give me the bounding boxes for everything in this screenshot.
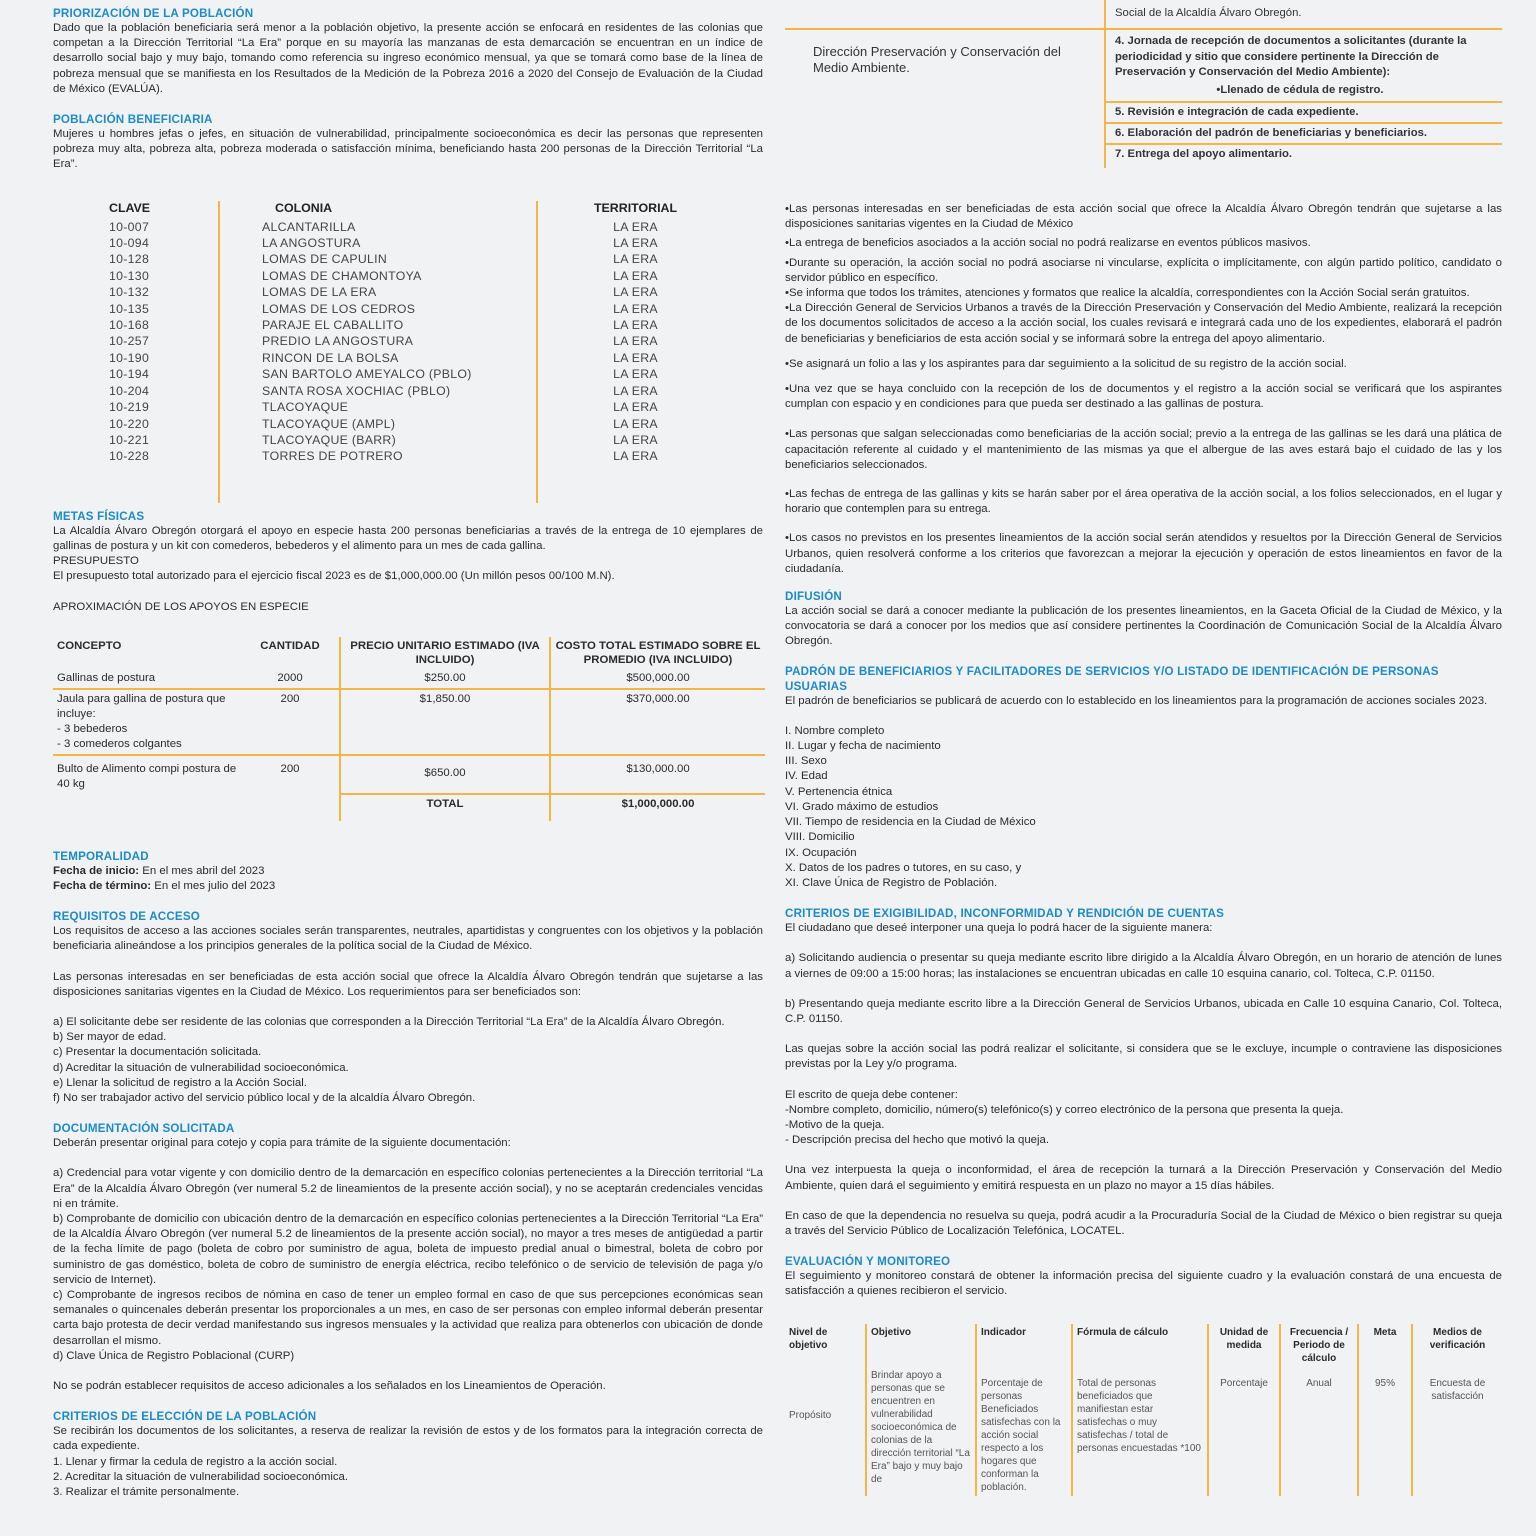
list-item: IV. Edad bbox=[785, 770, 828, 783]
step-5: 5. Revisión e integración de cada expediente. bbox=[1115, 106, 1359, 118]
colonias-territorial-cell: LA ERA bbox=[613, 416, 658, 431]
text-presupuesto: El presupuesto total autorizado para el ejercicio fiscal 2023 es de $1,000,000.00 (Un millón pesos 00/100 M.N). bbox=[53, 570, 615, 583]
procedure-steps-table bbox=[785, 0, 1502, 168]
colonias-colonia-cell: SAN BARTOLO AMEYALCO (PBLO) bbox=[262, 367, 472, 382]
step-4: 4. Jornada de recepción de documentos a solicitantes (durante la periodicidad y sitio que considere pertinente la Dirección de Preservación y Conservación del Medio Ambiente): bbox=[1115, 35, 1467, 78]
requisitos-list bbox=[53, 1015, 763, 1106]
padron-list bbox=[785, 724, 1502, 891]
heading-metas: METAS FÍSICAS bbox=[53, 509, 145, 523]
colonias-territorial-cell: LA ERA bbox=[613, 285, 658, 300]
bullet-3: •Durante su operación, la acción social no podrá asociarse ni vincularse, explícita o implícitamente, con algún partido político, candidato o servidor público en específico. bbox=[785, 256, 1502, 284]
text-padron: El padrón de beneficiarios se publicará de acuerdo con lo establecido en los lineamientos para la programación de acciones sociales 2023. bbox=[785, 694, 1488, 707]
heading-difusion: DIFUSIÓN bbox=[785, 590, 842, 604]
colonias-clave-cell: 10-219 bbox=[109, 400, 150, 415]
colonias-colonia-cell: SANTA ROSA XOCHIAC (PBLO) bbox=[262, 383, 451, 398]
heading-temporalidad: TEMPORALIDAD bbox=[53, 849, 149, 863]
bullet-2: •La entrega de beneficios asociados a la acción social no podrá realizarse en eventos públicos masivos. bbox=[785, 237, 1311, 250]
colonias-territorial-cell: LA ERA bbox=[613, 301, 658, 316]
ev-header-frecuencia: Frecuencia / Periodo de cálculo bbox=[1280, 1324, 1358, 1367]
colonias-territorial-cell: LA ERA bbox=[613, 400, 658, 415]
text-requisitos-2: Las personas interesadas en ser beneficiadas de esta acción social que ofrece la Alcaldía Álvaro Obregón tendrán que sujetarse a las disposiciones sanitarias vigentes en la Ciudad de México. Los requerimientos para ser beneficiados son: bbox=[53, 970, 763, 998]
costos-concepto: Bulto de Alimento compi postura de 40 kg bbox=[53, 755, 241, 794]
colonias-clave-cell: 10-094 bbox=[109, 236, 150, 251]
costos-header-concepto: CONCEPTO bbox=[57, 639, 122, 652]
fecha-termino bbox=[53, 879, 763, 894]
fecha-inicio bbox=[53, 864, 763, 879]
list-item: I. Nombre completo bbox=[785, 724, 885, 737]
colonias-territorial-cell: LA ERA bbox=[613, 449, 658, 464]
text-exigibilidad-turno: Una vez interpuesta la queja o inconformidad, el área de recepción la turnará a la Dirección Preservación y Conservación del Medio Ambiente, quien dará el seguimiento y emitirá respuesta en un plazo no mayor a 15 días hábiles. bbox=[785, 1164, 1502, 1192]
colonias-territorial-cell: LA ERA bbox=[613, 219, 658, 234]
costos-table bbox=[53, 637, 765, 821]
ev-header-indicador: Indicador bbox=[976, 1324, 1072, 1367]
heading-exigibilidad: CRITERIOS DE EXIGIBILIDAD, INCONFORMIDAD Y RENDICIÓN DE CUENTAS bbox=[785, 907, 1225, 921]
text-documentacion-intro: Deberán presentar original para cotejo y copia para trámite de la siguiente documentación: bbox=[53, 1137, 511, 1150]
bullet-8: •Las personas que salgan seleccionadas como beneficiarias de la acción social; previo a la entrega de las gallinas se les dará una plática de capacitación referente al cuidado y el mantenimiento de las mismas ya que el albergue de las aves estará bajo el cuidado de las y los beneficiarios seleccionados. bbox=[785, 428, 1502, 471]
list-item: 2. Acreditar la situación de vulnerabilidad socioeconómica. bbox=[53, 1470, 349, 1483]
ev-unidad: Porcentaje bbox=[1208, 1367, 1280, 1496]
ev-nivel: Propósito bbox=[789, 1409, 832, 1421]
colonias-colonia-cell: RINCON DE LA BOLSA bbox=[262, 350, 399, 365]
colonias-clave-cell: 10-130 bbox=[109, 268, 150, 283]
colonias-table bbox=[53, 201, 763, 503]
colonias-clave-cell: 10-257 bbox=[109, 334, 150, 349]
list-item: V. Pertenencia étnica bbox=[785, 785, 893, 798]
colonias-territorial-cell: LA ERA bbox=[613, 334, 658, 349]
costos-cantidad: 200 bbox=[241, 689, 340, 755]
step-6: 6. Elaboración del padrón de beneficiarias y beneficiarios. bbox=[1115, 127, 1428, 139]
colonias-clave-cell: 10-204 bbox=[109, 383, 150, 398]
divider bbox=[1106, 28, 1502, 30]
ev-indicador: Porcentaje de personas Beneficiados satisfechas con la acción social respecto a los hogares que conforman la población. bbox=[976, 1367, 1072, 1496]
list-item: X. Datos de los padres o tutores, en su caso, y bbox=[785, 861, 1022, 874]
step-top-line: Social de la Alcaldía Álvaro Obregón. bbox=[1115, 7, 1302, 19]
colonias-territorial-cell: LA ERA bbox=[613, 383, 658, 398]
text-criterios-intro: Se recibirán los documentos de los solicitantes, a reserva de realizar la revisión de estos y de los formatos para la integración correcta de cada expediente. bbox=[53, 1425, 763, 1453]
ev-frecuencia: Anual bbox=[1280, 1367, 1358, 1496]
colonias-header-colonia: COLONIA bbox=[218, 201, 538, 219]
colonias-clave-cell: 10-168 bbox=[109, 318, 150, 333]
text-exigibilidad-b: b) Presentando queja mediante escrito libre a la Dirección General de Servicios Urbanos, ubicada en Calle 10 esquina Canario, Col. Tolteca, C.P. 01150. bbox=[785, 997, 1502, 1025]
right-column bbox=[785, 202, 1502, 1496]
list-item: IX. Ocupación bbox=[785, 846, 857, 859]
text-documentacion-note: No se podrán establecer requisitos de acceso adicionales a los señalados en los Lineamientos de Operación. bbox=[53, 1380, 606, 1393]
step-4b: •Llenado de cédula de registro. bbox=[1216, 84, 1384, 96]
colonias-colonia-cell: PARAJE EL CABALLITO bbox=[262, 318, 404, 333]
ev-formula: Total de personas beneficiados que manifiestan estar satisfechas o muy satisfechas / total de personas encuestadas *100 bbox=[1072, 1367, 1208, 1496]
list-item: b) Comprobante de domicilio con ubicación dentro de la demarcación en específico colonias pertenecientes a la Dirección Territorial “La Era” de la Alcaldía Álvaro Obregón (ver numeral 5.2 de lineamientos de la presente acción social), no mayor a tres meses de antigüedad a partir de la fecha límite de pago (boleta de cobro por suministro de agua, boleta de impuesto predial anual o bimestral, boleta de cobro por suministro de gas doméstico, boleta de cobro de suministro de energía eléctrica, recibo telefónico o de servicio de televisión de paga y/o servicio de Internet). bbox=[53, 1212, 763, 1286]
costos-total: $130,000.00 bbox=[550, 755, 765, 794]
list-item: II. Lugar y fecha de nacimiento bbox=[785, 740, 941, 753]
list-item: 1. Llenar y firmar la cedula de registro a la acción social. bbox=[53, 1455, 338, 1468]
evaluacion-table bbox=[785, 1324, 1502, 1496]
text-priorizacion: Dado que la población beneficiaria será menor a la población objetivo, la presente acción se enfocará en residentes de las colonias que competan a la Dirección Territorial “La Era” porque en su mayoría las manzanas de esta demarcación se encuentran en un índice de desarrollo social bajo y muy bajo, tomando como referencia su ingreso económico mensual, ya que se tomará como base de la línea de pobreza mensual que se manifiesta en los Resultados de la Medición de la Pobreza 2016 a 2020 del Consejo de Evaluación de la Ciudad de México (EVALÚA). bbox=[53, 22, 763, 95]
costos-total: $370,000.00 bbox=[550, 689, 765, 755]
costos-header-total: COSTO TOTAL ESTIMADO SOBRE EL PROMEDIO (IVA INCLUIDO) bbox=[550, 637, 765, 669]
colonias-territorial-column bbox=[538, 219, 733, 503]
colonias-territorial-cell: LA ERA bbox=[613, 318, 658, 333]
list-item: a) Credencial para votar vigente y con domicilio dentro de la demarcación en específico colonias pertenecientes a la Dirección territorial “La Era” de la Alcaldía Álvaro Obregón (ver numeral 5.2 de lineamientos de la presente acción social), y no se aceptarán credenciales vencidas ni en trámite. bbox=[53, 1167, 763, 1210]
costos-header-precio: PRECIO UNITARIO ESTIMADO (IVA INCLUIDO) bbox=[340, 637, 550, 669]
bullet-6: •Se asignará un folio a las y los aspirantes para dar seguimiento a la solicitud de su registro de la acción social. bbox=[785, 357, 1347, 370]
costos-concepto: Jaula para gallina de postura que incluye: - 3 bebederos - 3 comederos colgantes bbox=[53, 689, 241, 755]
colonias-clave-cell: 10-128 bbox=[109, 252, 150, 267]
bullet-9: •Las fechas de entrega de las gallinas y kits se harán saber por el área operativa de la acción social, a los folios seleccionados, en el lugar y horario que contemplen para su entrega. bbox=[785, 488, 1502, 516]
table-row bbox=[53, 689, 765, 755]
step-department: Dirección Preservación y Conservación del Medio Ambiente. bbox=[813, 44, 1061, 75]
heading-padron: PADRÓN DE BENEFICIARIOS Y FACILITADORES DE SERVICIOS Y/O LISTADO DE IDENTIFICACIÓN DE PERSONAS USUARIAS bbox=[785, 664, 1439, 693]
ev-header-medios: Medios de verificación bbox=[1412, 1324, 1502, 1367]
list-item: c) Presentar la documentación solicitada. bbox=[53, 1046, 262, 1059]
heading-presupuesto: PRESUPUESTO bbox=[53, 555, 139, 568]
colonias-territorial-cell: LA ERA bbox=[613, 350, 658, 365]
list-item: III. Sexo bbox=[785, 755, 827, 768]
text-poblacion: Mujeres u hombres jefas o jefes, en situación de vulnerabilidad, principalmente socioeconómica es decir las personas que representen pobreza muy alta, pobreza alta, pobreza moderada o satisfacción mínima, beneficiando hasta 200 personas de la Dirección Territorial “La Era”. bbox=[53, 128, 763, 171]
colonias-clave-cell: 10-132 bbox=[109, 285, 150, 300]
list-item: VII. Tiempo de residencia en la Ciudad de México bbox=[785, 816, 1036, 829]
colonias-colonia-cell: TLACOYAQUE (AMPL) bbox=[262, 416, 396, 431]
colonias-clave-column bbox=[53, 219, 218, 503]
list-item: 3. Realizar el trámite personalmente. bbox=[53, 1486, 240, 1499]
list-item: d) Acreditar la situación de vulnerabilidad socioeconómica. bbox=[53, 1061, 349, 1074]
colonias-clave-cell: 10-007 bbox=[109, 219, 150, 234]
colonias-clave-cell: 10-194 bbox=[109, 367, 150, 382]
list-item: - Descripción precisa del hecho que motivó la queja. bbox=[785, 1134, 1050, 1147]
colonias-colonia-cell: LOMAS DE LA ERA bbox=[262, 285, 377, 300]
colonias-colonia-cell: TORRES DE POTRERO bbox=[262, 449, 403, 464]
ev-meta: 95% bbox=[1358, 1367, 1412, 1496]
list-item: a) El solicitante debe ser residente de las colonias que corresponden a la Dirección Territorial “La Era” de la Alcaldía Álvaro Obregón. bbox=[53, 1015, 725, 1028]
colonias-colonia-cell: TLACOYAQUE bbox=[262, 400, 349, 415]
ev-header-nivel: Nivel de objetivo bbox=[789, 1326, 828, 1351]
costos-cantidad: 2000 bbox=[277, 671, 303, 684]
costos-precio: $650.00 bbox=[340, 755, 550, 794]
colonias-colonia-cell: LOMAS DE CHAMONTOYA bbox=[262, 268, 422, 283]
text-requisitos-1: Los requisitos de acceso a las acciones sociales serán transparentes, neutrales, apartidistas y congruentes con los objetivos y la población beneficiaria alineándose a los principios generales de la política social de la Ciudad de México. bbox=[53, 925, 763, 953]
list-item: XI. Clave Única de Registro de Población. bbox=[785, 876, 998, 889]
text-exigibilidad-intro: El ciudadano que deseé interponer una queja lo podrá hacer de la siguiente manera: bbox=[785, 922, 1213, 935]
text-exigibilidad-locatel: En caso de que la dependencia no resuelva su queja, podrá acudir a la Procuraduría Social de la Ciudad de México o bien registrar su queja a través del Servicio Público de Localización Telefónica, LOCATEL. bbox=[785, 1209, 1502, 1237]
costos-precio: $1,850.00 bbox=[340, 689, 550, 755]
colonias-header-clave: CLAVE bbox=[109, 200, 151, 215]
colonias-colonia-cell: TLACOYAQUE (BARR) bbox=[262, 432, 397, 447]
colonias-clave-cell: 10-190 bbox=[109, 350, 150, 365]
colonias-territorial-cell: LA ERA bbox=[613, 367, 658, 382]
colonias-clave-cell: 10-228 bbox=[109, 449, 150, 464]
bullet-5: •La Dirección General de Servicios Urbanos a través de la Dirección Preservación y Conservación del Medio Ambiente, realizará la recepción de los documentos solicitados de acceso a la acción social, los cuales revisará e integrará cada uno de los expedientes, elaborará el padrón de beneficiarias y beneficiarios de esta acción social y se informará sobre la entrega del apoyo alimentario. bbox=[785, 302, 1502, 345]
costos-total: $500,000.00 bbox=[550, 669, 765, 689]
text-exigibilidad-quejas: Las quejas sobre la acción social las podrá realizar el solicitante, si considera que se le excluye, incumple o contraviene las disposiciones previstas por la Ley y/o programa. bbox=[785, 1043, 1502, 1071]
colonias-territorial-cell: LA ERA bbox=[613, 432, 658, 447]
table-row bbox=[53, 794, 765, 821]
text-aproximacion: APROXIMACIÓN DE LOS APOYOS EN ESPECIE bbox=[53, 600, 309, 613]
costos-concepto: Gallinas de postura bbox=[57, 671, 156, 684]
ev-header-formula: Fórmula de cálculo bbox=[1072, 1324, 1208, 1367]
costos-total-value: $1,000,000.00 bbox=[550, 794, 765, 821]
costos-cantidad: 200 bbox=[241, 755, 340, 794]
documentacion-list bbox=[53, 1166, 763, 1364]
ev-medios: Encuesta de satisfacción bbox=[1412, 1367, 1502, 1496]
list-item: f) No ser trabajador activo del servicio público local y de la alcaldía Álvaro Obregón. bbox=[53, 1091, 476, 1104]
heading-priorizacion: PRIORIZACIÓN DE LA POBLACIÓN bbox=[53, 7, 254, 20]
text-metas: La Alcaldía Álvaro Obregón otorgará el apoyo en especie hasta 200 personas beneficiarias a través de la entrega de 10 ejemplares de gallinas de postura y un kit con comederos, bebederos y el alimento para un mes de cada gallina. bbox=[53, 524, 763, 552]
heading-documentacion: DOCUMENTACIÓN SOLICITADA bbox=[53, 1122, 235, 1136]
list-item: b) Ser mayor de edad. bbox=[53, 1031, 167, 1044]
costos-precio: $250.00 bbox=[340, 669, 550, 689]
ev-header-meta: Meta bbox=[1358, 1324, 1412, 1367]
heading-evaluacion: EVALUACIÓN Y MONITOREO bbox=[785, 1255, 951, 1269]
colonias-colonia-cell: LA ANGOSTURA bbox=[262, 236, 361, 251]
divider bbox=[785, 28, 1104, 30]
text-evaluacion: El seguimiento y monitoreo constará de obtener la información precisa del siguiente cuadro y la evaluación constará de una encuesta de satisfacción a quienes recibieron el servicio. bbox=[785, 1270, 1502, 1298]
colonias-colonia-cell: LOMAS DE LOS CEDROS bbox=[262, 301, 416, 316]
left-column bbox=[53, 0, 763, 1500]
divider bbox=[1106, 122, 1502, 124]
text-exigibilidad-a: a) Solicitando audiencia o presentar su queja mediante escrito libre dirigido a la Alcaldía Álvaro Obregón, en un horario de atención de lunes a viernes de 09:00 a 15:00 horas; las instalaciones se encuentran ubicadas en calle 10 esquina canario, col. Tolteca, C.P. 01150. bbox=[785, 952, 1502, 980]
heading-poblacion: POBLACIÓN BENEFICIARIA bbox=[53, 113, 213, 127]
colonias-colonia-cell: ALCANTARILLA bbox=[262, 219, 356, 234]
table-row bbox=[53, 755, 765, 794]
step-7: 7. Entrega del apoyo alimentario. bbox=[1115, 148, 1293, 160]
table-row bbox=[785, 1367, 1502, 1496]
colonias-clave-cell: 10-220 bbox=[109, 416, 150, 431]
colonias-territorial-cell: LA ERA bbox=[613, 268, 658, 283]
colonias-clave-cell: 10-221 bbox=[109, 432, 150, 447]
colonias-header-territorial: TERRITORIAL bbox=[593, 200, 678, 215]
bullet-4: •Se informa que todos los trámites, atenciones y formatos que realice la alcaldía, correspondientes con la Acción Social serán gratuitos. bbox=[785, 287, 1470, 300]
bullet-7: •Una vez que se haya concluido con la recepción de los de documentos y el registro a la acción social se verificará que los aspirantes cumplan con espacio y en condiciones para que pueda ser destinado a las gallinas de postura. bbox=[785, 383, 1502, 411]
fecha-inicio-label: Fecha de inicio: bbox=[53, 864, 140, 877]
bullet-1: •Las personas interesadas en ser beneficiadas de esta acción social que ofrece la Alcaldía Álvaro Obregón tendrán que sujetarse a las disposiciones sanitarias vigentes en la Ciudad de México bbox=[785, 203, 1502, 231]
heading-requisitos: REQUISITOS DE ACCESO bbox=[53, 910, 201, 924]
colonias-name-column bbox=[218, 219, 538, 503]
fecha-termino-label: Fecha de término: bbox=[53, 879, 152, 892]
colonias-clave-cell: 10-135 bbox=[109, 301, 150, 316]
text-exigibilidad-escrito: El escrito de queja debe contener: bbox=[785, 1088, 958, 1101]
bullet-10: •Los casos no previstos en los presentes lineamientos de la acción social serán atendidos y resueltos por la Dirección General de Servicios Urbanos, quien resolverá conforme a los criterios que favorezcan a mejorar la ejecución y operación de estos lineamientos en favor de la ciudadanía. bbox=[785, 532, 1502, 575]
text-difusion: La acción social se dará a conocer mediante la publicación de los presentes lineamientos, en la Gaceta Oficial de la Ciudad de México, y la convocatoria se dará a conocer por los medios que así considere pertinentes la Coordinación de Comunicación Social de la Alcaldía Álvaro Obregón. bbox=[785, 605, 1502, 648]
divider bbox=[1106, 101, 1502, 103]
colonias-territorial-cell: LA ERA bbox=[613, 252, 658, 267]
list-item: VIII. Domicilio bbox=[785, 831, 855, 844]
list-item: c) Comprobante de ingresos recibos de nómina en caso de tener un empleo formal en caso de que sus percepciones económicas sean semanales o quincenales deberán presentar los proporcionales a un mes, en caso de ser personas con empleo informal deberán presentar carta bajo protesta de decir verdad manifestando sus ingresos mensuales y la actividad que realiza para obtenerlos con ubicación de donde desarrollan el mismo. bbox=[53, 1289, 763, 1347]
colonias-colonia-cell: LOMAS DE CAPULIN bbox=[262, 252, 388, 267]
ev-header-objetivo: Objetivo bbox=[866, 1324, 976, 1367]
costos-header-cantidad: CANTIDAD bbox=[260, 639, 320, 652]
divider bbox=[1106, 143, 1502, 145]
list-item: d) Clave Única de Registro Poblacional (CURP) bbox=[53, 1349, 295, 1362]
ev-header-unidad: Unidad de medida bbox=[1208, 1324, 1280, 1367]
criterios-list bbox=[53, 1455, 763, 1501]
fecha-inicio-value: En el mes abril del 2023 bbox=[139, 864, 265, 877]
ev-objetivo: Brindar apoyo a personas que se encuentren en vulnerabilidad socioeconómica de colonias de la dirección territorial “La Era” bajo y muy bajo de bbox=[866, 1367, 976, 1496]
costos-total-label: TOTAL bbox=[340, 794, 550, 821]
list-item: -Nombre completo, domicilio, número(s) telefónico(s) y correo electrónico de la persona que presenta la queja. bbox=[785, 1103, 1344, 1116]
table-row bbox=[53, 669, 765, 689]
colonias-colonia-cell: PREDIO LA ANGOSTURA bbox=[262, 334, 414, 349]
fecha-termino-value: En el mes julio del 2023 bbox=[151, 879, 276, 892]
heading-criterios: CRITERIOS DE ELECCIÓN DE LA POBLACIÓN bbox=[53, 1410, 317, 1424]
list-item: e) Llenar la solicitud de registro a la Acción Social. bbox=[53, 1076, 307, 1089]
list-item: VI. Grado máximo de estudios bbox=[785, 800, 939, 813]
list-item: -Motivo de la queja. bbox=[785, 1118, 885, 1131]
colonias-territorial-cell: LA ERA bbox=[613, 236, 658, 251]
